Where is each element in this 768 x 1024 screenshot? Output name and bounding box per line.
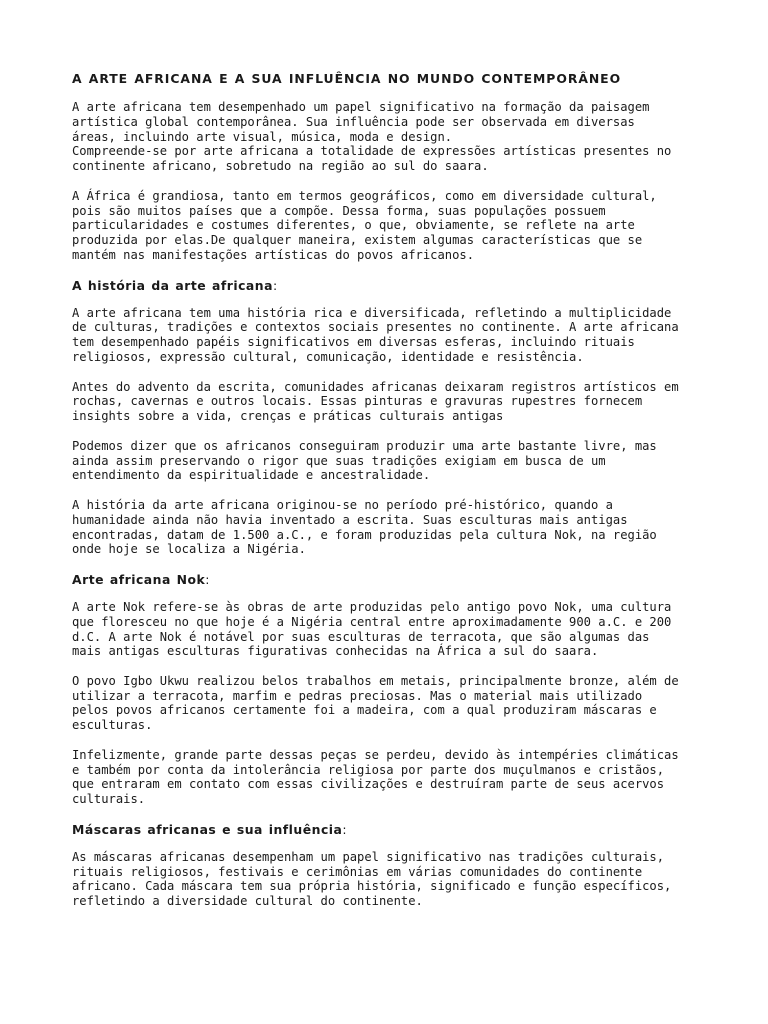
section-1-paragraph-1 [72,306,712,365]
text-line: africano. Cada máscara tem sua própria história, significado e função específicos, [72,879,672,894]
text-line: A arte africana tem desempenhado um papel significativo na formação da paisagem [72,100,650,114]
text-line: que floresceu no que hoje é a Nigéria central entre aproximadamente 900 a.C. e 200 [72,614,672,629]
section-3-paragraph-1 [72,850,712,909]
text-line: A arte Nok refere-se às obras de arte produzidas pelo antigo povo Nok, uma cultura [72,599,672,614]
section-heading-text: A história da arte africana [72,277,273,293]
text-line: de culturas, tradições e contextos sociais presentes no continente. A arte africana [72,320,679,335]
text-line: continente africano, sobretudo na região ao sul do saara. [72,159,489,174]
document-title: A ARTE AFRICANA E A SUA INFLUÊNCIA NO MUNDO CONTEMPORÂNEO [72,71,622,86]
text-line: e também por conta da intolerância religiosa por parte dos muçulmanos e cristãos, [72,762,665,777]
text-line: áreas, incluindo arte visual, música, moda e design. [72,129,453,144]
section-heading-historia [72,278,712,294]
text-line: produzida por elas.De qualquer maneira, existem algumas características que se [72,233,643,248]
text-line: Compreende-se por arte africana a totalidade de expressões artísticas presentes no [72,144,672,159]
section-heading-colon: : [205,571,210,587]
text-line: esculturas. [72,718,153,733]
text-line: pelos povos africanos certamente foi a madeira, com a qual produziram máscaras e [72,703,657,718]
text-line: pois são muitos países que a compõe. Dessa forma, suas populações possuem [72,203,606,218]
text-line: artística global contemporânea. Sua influência pode ser observada em diversas [72,114,635,129]
section-2-paragraph-3 [72,748,712,807]
text-line: particularidades e costumes diferentes, o que, obviamente, se reflete na arte [72,218,635,233]
intro-paragraph-1 [72,100,712,144]
text-line: d.C. A arte Nok é notável por suas esculturas de terracota, que são algumas das [72,629,650,644]
text-line: insights sobre a vida, crenças e práticas culturais antigas [72,409,504,424]
section-heading-nok [72,572,712,588]
text-line: humanidade ainda não havia inventado a escrita. Suas esculturas mais antigas [72,512,628,527]
text-line: que entraram em contato com essas civilizações e destruíram parte de seus acervos [72,777,665,792]
text-line: As máscaras africanas desempenham um papel significativo nas tradições culturais, [72,849,665,864]
section-heading-colon: : [342,821,348,837]
text-line: mais antigas esculturas figurativas conhecidas na África a sul do saara. [72,644,599,659]
text-line: tem desempenhado papéis significativos em diversas esferas, incluindo rituais [72,335,635,350]
section-1-paragraph-4 [72,498,712,557]
document-page [72,71,712,924]
text-line: utilizar a terracota, marfim e pedras preciosas. Mas o material mais utilizado [72,688,643,703]
section-2-paragraph-2 [72,674,712,733]
text-line: culturais. [72,792,146,807]
text-line: entendimento da espiritualidade e ancestralidade. [72,468,431,483]
text-line: A África é grandiosa, tanto em termos geográficos, como em diversidade cultural, [72,188,657,203]
section-heading-mascaras [72,822,712,838]
text-line: rituais religiosos, festivais e cerimônias em várias comunidades do continente [72,864,643,879]
section-1-paragraph-3 [72,439,712,483]
text-line: Infelizmente, grande parte dessas peças se perdeu, devido às intempéries climáticas [72,747,679,762]
text-line: refletindo a diversidade cultural do continente. [72,894,423,909]
text-line: rochas, cavernas e outros locais. Essas pinturas e gravuras rupestres fornecem [72,394,643,409]
intro-paragraph-3 [72,189,712,263]
section-1-paragraph-2 [72,380,712,424]
text-line: onde hoje se localiza a Nigéria. [72,542,306,557]
section-2-paragraph-1 [72,600,712,659]
section-heading-colon: : [272,277,278,293]
text-line: Podemos dizer que os africanos conseguiram produzir uma arte bastante livre, mas [72,438,657,453]
text-line: mantém nas manifestações artísticas do povos africanos. [72,247,475,262]
text-line: encontradas, datam de 1.500 a.C., e foram produzidas pela cultura Nok, na região [72,527,657,542]
text-line: ainda assim preservando o rigor que suas tradições exigiam em busca de um [72,453,606,468]
text-line: religiosos, expressão cultural, comunicação, identidade e resistência. [72,349,584,364]
section-heading-text: Máscaras africanas e sua influência [72,821,343,837]
section-heading-text: Arte africana Nok [72,571,206,587]
intro-paragraph-2 [72,144,712,174]
text-line: O povo Igbo Ukwu realizou belos trabalhos em metais, principalmente bronze, além de [72,673,679,688]
text-line: A história da arte africana originou-se no período pré-histórico, quando a [72,497,613,512]
text-line: A arte africana tem uma história rica e diversificada, refletindo a multiplicidade [72,305,672,320]
text-line: Antes do advento da escrita, comunidades africanas deixaram registros artísticos em [72,379,679,394]
